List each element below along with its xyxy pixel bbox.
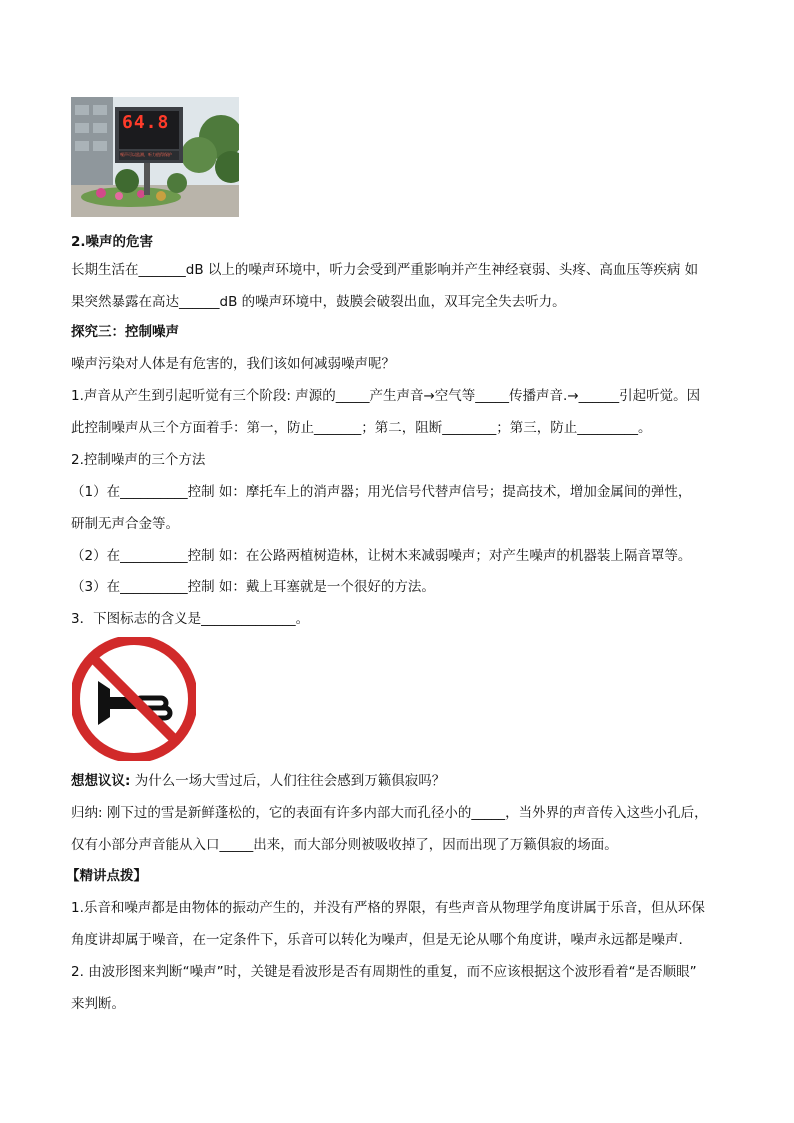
intro-question: 噪声污染对人体是有危害的，我们该如何减弱噪声呢？: [71, 356, 395, 372]
paragraph-line: 此控制噪声从三个方面着手：第一，防止_______；第二，阻断________；第三，防止_________。: [71, 420, 652, 436]
no-horn-sign-icon: [72, 637, 196, 761]
section-heading-key-points: 【精讲点拨】: [66, 868, 147, 884]
think-discuss-line: [71, 771, 445, 791]
summary-line: 归纳: 刚下过的雪是新鲜蓬松的，它的表面有许多内部大而孔径小的_____，当外界的声音传入这些小孔后，: [71, 805, 708, 821]
method-3-line: （3）在__________控制 如：戴上耳塞就是一个很好的方法。: [71, 579, 435, 595]
think-discuss-label: 想想议议:: [71, 773, 131, 789]
question-3: 3．下图标志的含义是______________。: [71, 611, 310, 627]
key-point-line: 来判断。: [71, 996, 125, 1012]
method-1-line: （1）在__________控制 如：摩托车上的消声器；用光信号代替声信号；提高技术，增加金属间的弹性，: [71, 484, 692, 500]
paragraph-line: 果突然暴露在高达______dB 的噪声环境中，鼓膜会破裂出血，双耳完全失去听力。: [71, 294, 566, 310]
think-discuss-question: 为什么一场大雪过后，人们往往会感到万籁俱寂吗？: [130, 773, 446, 789]
noise-monitor-photo: [71, 97, 239, 217]
display-caption: 噪声可以监测，听力值得保护: [120, 152, 172, 157]
section-heading-noise-hazard: 2.噪声的危害: [71, 234, 154, 250]
noise-display-value: 64.8: [122, 112, 170, 133]
paragraph-line: 长期生活在_______dB 以上的噪声环境中，听力会受到严重影响并产生神经衰弱、头疼、高血压等疾病 如: [71, 262, 699, 278]
method-1-line: 研制无声合金等。: [71, 516, 179, 532]
key-point-line: 角度讲却属于噪音，在一定条件下，乐音可以转化为噪声，但是无论从哪个角度讲，噪声永远都是噪声.: [71, 932, 683, 948]
paragraph-line: 1.声音从产生到引起听觉有三个阶段: 声源的_____产生声音→空气等_____传播声音.→______引起听觉。因: [71, 388, 701, 404]
summary-line: 仅有小部分声音能从入口_____出来，而大部分则被吸收掉了，因而出现了万籁俱寂的场面。: [71, 837, 618, 853]
subsection-title: 2.控制噪声的三个方法: [71, 452, 206, 468]
key-point-line: 2. 由波形图来判断“噪声”时，关键是看波形是否有周期性的重复，而不应该根据这个波形看着“是否顺眼”: [71, 964, 697, 980]
section-heading-control-noise: 探究三：控制噪声: [71, 324, 179, 340]
key-point-line: 1.乐音和噪声都是由物体的振动产生的，并没有严格的界限，有些声音从物理学角度讲属于乐音，但从环保: [71, 900, 705, 916]
method-2-line: （2）在__________控制 如：在公路两植树造林，让树木来减弱噪声；对产生噪声的机器装上隔音罩等。: [71, 548, 692, 564]
